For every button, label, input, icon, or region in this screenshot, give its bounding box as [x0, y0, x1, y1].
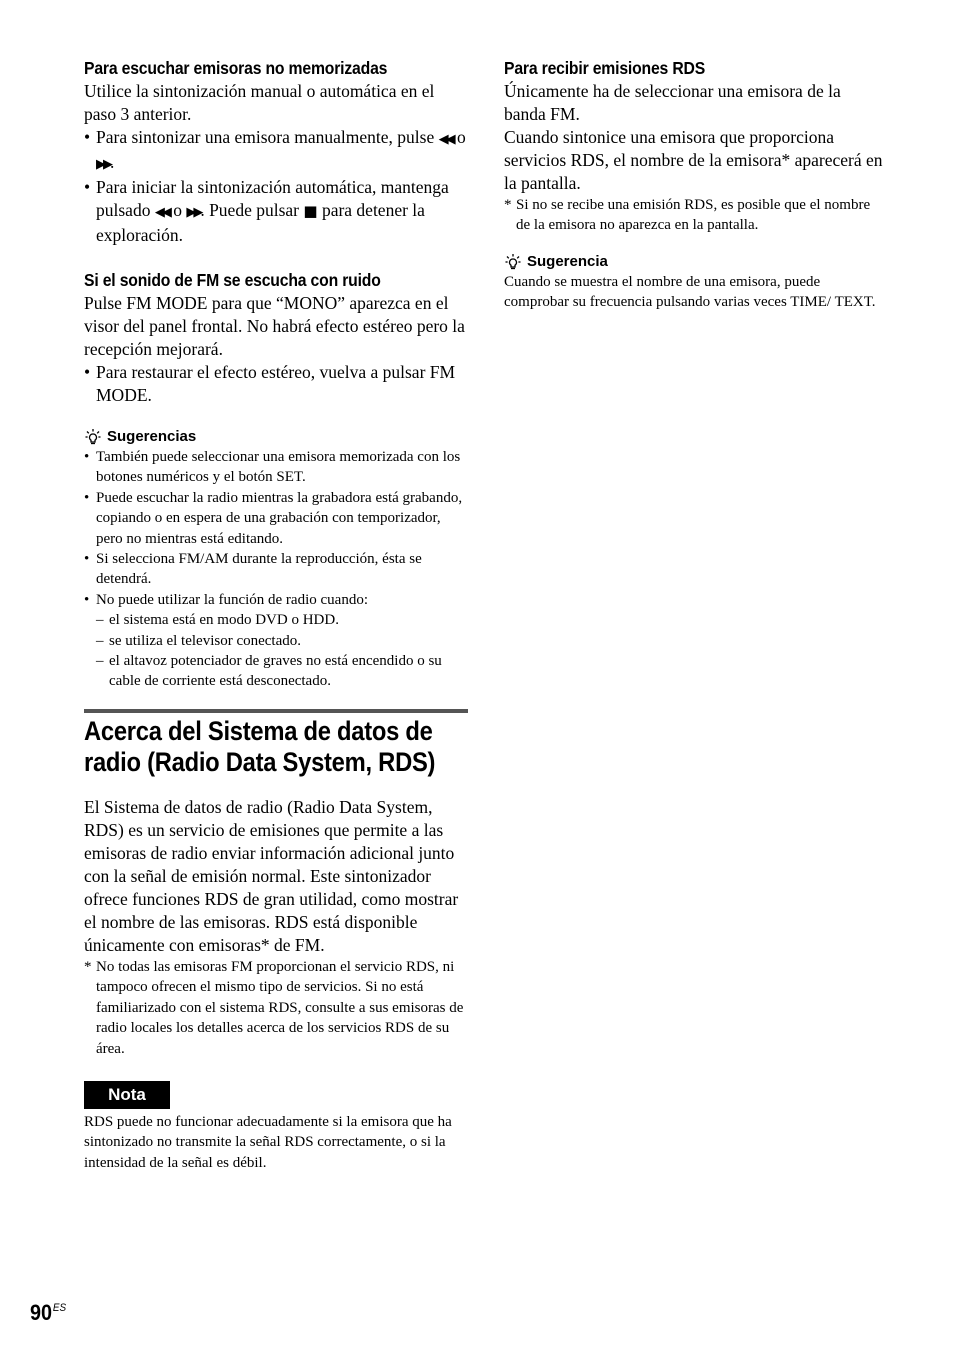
fast-forward-icon: ▶▶	[186, 205, 201, 220]
tip-heading: Sugerencia	[504, 252, 884, 272]
rds-footnote: * No todas las emisoras FM proporcionan el servicio RDS, ni tampoco ofrecen el mismo tipo de servicios. Si no está familiarizado con el sistema RDS, consulte a sus emisoras de radio locales los detalles acerca de los servicios RDS de su área.	[84, 957, 468, 1059]
rewind-icon: ◀◀	[438, 132, 453, 147]
language-suffix: ES	[52, 1302, 67, 1314]
fast-forward-icon: ▶▶	[96, 157, 110, 172]
heading-fm-noise: Si el sonido de FM se escucha con ruido	[84, 270, 381, 290]
list-item: • Para iniciar la sintonización automática, mantenga pulsado ◀◀ o ▶▶. Puede pulsar ■ para detener la exploración.	[84, 176, 468, 247]
section-title-rds-line1: Acerca del Sistema de datos de	[84, 715, 433, 746]
list-item: • También puede seleccionar una emisora memorizada con los botones numéricos y el botón SET.	[84, 447, 468, 488]
lightbulb-icon	[84, 428, 102, 446]
paragraph-rds-intro: El Sistema de datos de radio (Radio Data System, RDS) es un servicio de emisiones que permite a las emisoras de radio enviar información adicional junto con la señal de emisión normal. Este sintonizador ofrece funciones RDS de gran utilidad, como mostrar el nombre de las emisoras. RDS está disponible únicamente con emisoras* de FM.	[84, 796, 459, 955]
list-item: – el sistema está en modo DVD o HDD.	[96, 610, 468, 630]
list-item: – se utiliza el televisor conectado.	[96, 631, 468, 651]
page-number: $90^{ES}$	[30, 1300, 67, 1325]
section-title-rds-line2: radio (Radio Data System, RDS)	[84, 746, 436, 777]
paragraph-tuning-intro: Utilice la sintonización manual o automática en el paso 3 anterior.	[84, 81, 435, 124]
bullet-list-tuning	[84, 126, 468, 247]
tips-list	[84, 447, 468, 692]
nota-text: RDS puede no funcionar adecuadamente si la emisora que ha sintonizado no transmite la señal RDS correctamente, o si la intensidad de la señal es débil.	[84, 1113, 452, 1171]
left-column	[84, 56, 468, 1173]
list-item: • Para sintonizar una emisora manualmente, pulse ◀◀ o ▶▶.	[84, 126, 468, 176]
list-item: • Para restaurar el efecto estéreo, vuelva a pulsar FM MODE.	[84, 361, 468, 407]
rewind-icon: ◀◀	[154, 205, 169, 220]
bullet-list-fm-mode	[84, 361, 468, 407]
list-item: • Si selecciona FM/AM durante la reproducción, ésta se detendrá.	[84, 549, 468, 590]
heading-unmemorized-stations: Para escuchar emisoras no memorizadas	[84, 58, 388, 78]
rds-receive-footnote: * Si no se recibe una emisión RDS, es posible que el nombre de la emisora no aparezca en la pantalla.	[504, 195, 884, 236]
list-item: • Puede escuchar la radio mientras la grabadora está grabando, copiando o en espera de una grabación con temporizador, pero no mientras está editando.	[84, 488, 468, 549]
right-column	[504, 56, 884, 313]
stop-icon: ■	[303, 202, 318, 220]
lightbulb-icon	[504, 253, 522, 271]
list-item: • No puede utilizar la función de radio cuando: – el sistema está en modo DVD o HDD. – se utiliza el televisor conectado. – el altavoz potenciador de graves no está encendido o su cable de corriente está desconectado.	[84, 590, 468, 692]
tip-text: Cuando se muestra el nombre de una emisora, puede comprobar su frecuencia pulsando varias veces TIME/ TEXT.	[504, 273, 876, 311]
nota-badge: Nota	[84, 1081, 170, 1109]
list-item: – el altavoz potenciador de graves no está encendido o su cable de corriente está desconectado.	[96, 651, 468, 692]
tips-heading: Sugerencias	[84, 427, 468, 447]
heading-receive-rds: Para recibir emisiones RDS	[504, 58, 706, 78]
tips-sublist	[96, 610, 468, 692]
paragraph-rds-name: Cuando sintonice una emisora que proporciona servicios RDS, el nombre de la emisora* aparecerá en la pantalla.	[504, 127, 883, 193]
paragraph-select-fm: Únicamente ha de seleccionar una emisora de la banda FM.	[504, 81, 841, 124]
paragraph-fm-mode: Pulse FM MODE para que “MONO” aparezca en el visor del panel frontal. No habrá efecto estéreo pero la recepción mejorará.	[84, 293, 465, 359]
